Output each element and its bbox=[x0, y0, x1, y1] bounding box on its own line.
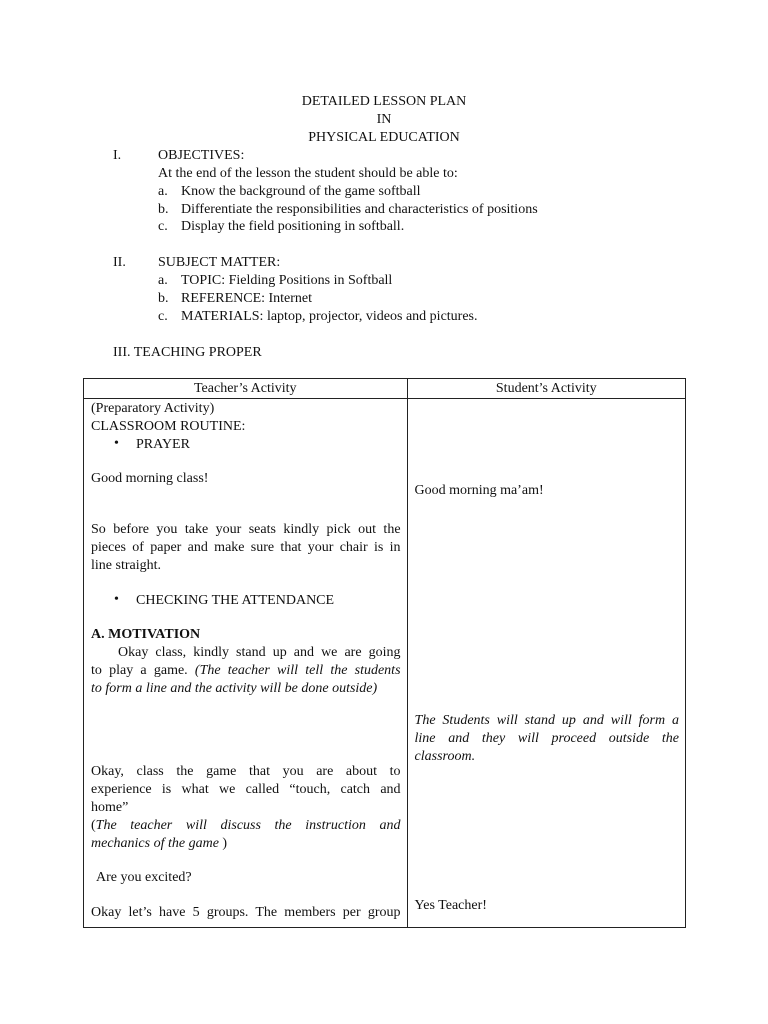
teacher-greeting: Good morning class! bbox=[91, 471, 209, 486]
objective-item-c: Display the field positioning in softball. bbox=[181, 219, 405, 234]
prayer-item: PRAYER bbox=[136, 437, 190, 452]
title-line-3: PHYSICAL EDUCATION bbox=[308, 130, 460, 145]
subject-item-materials: MATERIALS: laptop, projector, videos and pictures. bbox=[181, 309, 478, 324]
subject-matter-number: II. bbox=[113, 255, 126, 270]
excited-question: Are you excited? bbox=[96, 870, 192, 885]
student-activity-header: Student’s Activity bbox=[407, 379, 685, 399]
subject-letter-b: b. bbox=[158, 291, 169, 306]
objectives-intro: At the end of the lesson the student should be able to: bbox=[158, 166, 458, 181]
objective-letter-a: a. bbox=[158, 184, 168, 199]
bullet-icon: • bbox=[114, 436, 119, 451]
student-response-line-1: The Students will stand up and will form a bbox=[414, 713, 679, 728]
motivation-text: to play a game. bbox=[91, 663, 195, 678]
student-response-line-3: classroom. bbox=[414, 749, 476, 764]
student-response-line-2: line and they will proceed outside the bbox=[414, 731, 679, 746]
activity-table bbox=[83, 378, 686, 928]
preparatory-activity-label: (Preparatory Activity) bbox=[91, 401, 215, 416]
objectives-heading: OBJECTIVES: bbox=[158, 148, 245, 163]
game-instruction-text: The teacher will discuss the instruction and bbox=[95, 818, 401, 833]
motivation-line-1: Okay class, kindly stand up and we are going bbox=[118, 645, 401, 660]
student-greeting: Good morning ma’am! bbox=[414, 483, 544, 498]
student-yes-response: Yes Teacher! bbox=[414, 898, 487, 913]
table-header-row bbox=[84, 379, 686, 399]
motivation-line-2 bbox=[91, 662, 401, 680]
groups-instruction: Okay let’s have 5 groups. The members per group bbox=[91, 905, 401, 920]
title-line-1: DETAILED LESSON PLAN bbox=[301, 94, 467, 109]
seats-instruction-line-2: pieces of paper and make sure that your chair is in bbox=[91, 540, 401, 555]
objective-item-b: Differentiate the responsibilities and characteristics of positions bbox=[181, 202, 538, 217]
motivation-stage-direction: (The teacher will tell the students bbox=[194, 663, 401, 678]
subject-matter-heading: SUBJECT MATTER: bbox=[158, 255, 281, 270]
subject-letter-c: c. bbox=[158, 309, 168, 324]
title-line-2: IN bbox=[376, 112, 392, 127]
game-intro-line-1: Okay, class the game that you are about to bbox=[91, 764, 401, 779]
game-instruction-line-2 bbox=[91, 835, 401, 853]
subject-letter-a: a. bbox=[158, 273, 168, 288]
classroom-routine-label: CLASSROOM ROUTINE: bbox=[91, 419, 246, 434]
paren-open: ( bbox=[91, 818, 96, 833]
teaching-proper-heading: III. TEACHING PROPER bbox=[113, 345, 262, 360]
motivation-line-3: to form a line and the activity will be done outside) bbox=[91, 681, 378, 696]
objective-letter-b: b. bbox=[158, 202, 169, 217]
subject-item-topic: TOPIC: Fielding Positions in Softball bbox=[181, 273, 393, 288]
paren-close: ) bbox=[222, 836, 228, 851]
seats-instruction-line-3: line straight. bbox=[91, 558, 161, 573]
attendance-item: CHECKING THE ATTENDANCE bbox=[136, 593, 335, 608]
objective-letter-c: c. bbox=[158, 219, 168, 234]
game-instruction-line-1 bbox=[91, 817, 401, 835]
subject-item-reference: REFERENCE: Internet bbox=[181, 291, 313, 306]
document-title bbox=[0, 93, 768, 147]
game-intro-line-2: experience is what we called “touch, catch and bbox=[91, 782, 401, 797]
motivation-heading: A. MOTIVATION bbox=[91, 627, 201, 642]
bullet-icon: • bbox=[114, 592, 119, 607]
student-activity-cell bbox=[407, 399, 685, 928]
game-intro-line-3: home” bbox=[91, 800, 129, 815]
seats-instruction-line-1: So before you take your seats kindly pick out the bbox=[91, 522, 401, 537]
objectives-number: I. bbox=[113, 148, 122, 163]
table-row bbox=[84, 399, 686, 928]
game-mechanics-text: mechanics of the game bbox=[91, 836, 223, 851]
objective-item-a: Know the background of the game softball bbox=[181, 184, 421, 199]
teacher-activity-header: Teacher’s Activity bbox=[84, 379, 408, 399]
teacher-activity-cell bbox=[84, 399, 408, 928]
